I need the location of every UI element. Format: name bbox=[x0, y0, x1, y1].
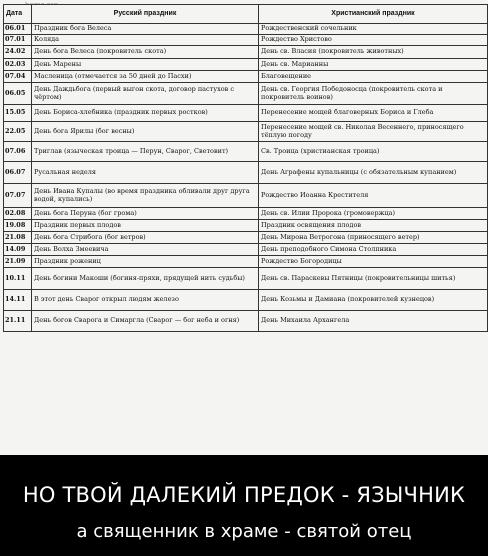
table-row bbox=[4, 71, 488, 83]
pagan-holiday-cell: День бога Стрибога (бог ветров) bbox=[32, 232, 259, 244]
holiday-comparison-table bbox=[3, 4, 488, 332]
pagan-holiday-cell: День бога Велеса (покровитель скота) bbox=[32, 46, 259, 59]
christian-holiday-cell: Рождество Богородицы bbox=[259, 256, 488, 268]
christian-holiday-cell: День св. Илии Пророка (громовержца) bbox=[259, 208, 488, 220]
caption-line-1: НО ТВОЙ ДАЛЕКИЙ ПРЕДОК - ЯЗЫЧНИК bbox=[22, 483, 466, 507]
christian-holiday-cell: День Козьмы и Дамиана (покровителей кузнецов) bbox=[259, 290, 488, 311]
christian-holiday-cell: Рождественский сочельник bbox=[259, 24, 488, 35]
christian-holiday-cell: День св. Параскевы Пятницы (покровительницы шитья) bbox=[259, 268, 488, 290]
header-pagan-holiday: Русский праздник bbox=[32, 5, 259, 24]
header-christian-holiday: Христианский праздник bbox=[259, 5, 488, 24]
table-row bbox=[4, 256, 488, 268]
table-row bbox=[4, 46, 488, 59]
pagan-holiday-cell: День Волха Змеевича bbox=[32, 244, 259, 256]
christian-holiday-cell: Благовещение bbox=[259, 71, 488, 83]
christian-holiday-cell: Св. Троица (христианская троица) bbox=[259, 142, 488, 162]
date-cell: 19.08 bbox=[4, 220, 32, 232]
pagan-holiday-cell: День Ивана Купалы (во время праздника обливали друг друга водой, купались) bbox=[32, 184, 259, 208]
christian-holiday-cell: День Михаила Архангела bbox=[259, 311, 488, 332]
date-cell: 02.08 bbox=[4, 208, 32, 220]
pagan-holiday-cell: День богов Сварога и Симаргла (Сварог — бог неба и огня) bbox=[32, 311, 259, 332]
table-row bbox=[4, 142, 488, 162]
table-row bbox=[4, 232, 488, 244]
christian-holiday-cell: День св. Георгия Победоносца (покровитель скота и покровитель воинов) bbox=[259, 83, 488, 105]
date-cell: 10.11 bbox=[4, 268, 32, 290]
table-header-row bbox=[4, 5, 488, 24]
date-cell: 15.05 bbox=[4, 105, 32, 122]
pagan-holiday-cell: День Марены bbox=[32, 59, 259, 71]
christian-holiday-cell: День св. Власия (покровитель животных) bbox=[259, 46, 488, 59]
date-cell: 06.07 bbox=[4, 162, 32, 184]
pagan-holiday-cell: Коляда bbox=[32, 35, 259, 46]
table-row bbox=[4, 290, 488, 311]
table-row bbox=[4, 244, 488, 256]
date-cell: 06.05 bbox=[4, 83, 32, 105]
christian-holiday-cell: Перенесение мощей благоверных Бориса и Глеба bbox=[259, 105, 488, 122]
table-row bbox=[4, 208, 488, 220]
pagan-holiday-cell: День Даждьбога (первый выгон скота, договор пастухов с чёртом) bbox=[32, 83, 259, 105]
pagan-holiday-cell: День богини Макоши (богиня-пряхи, прядущей нить судьбы) bbox=[32, 268, 259, 290]
pagan-holiday-cell: Праздник первых плодов bbox=[32, 220, 259, 232]
date-cell: 14.09 bbox=[4, 244, 32, 256]
christian-holiday-cell: День Аграфены купальницы (с обязательным купанием) bbox=[259, 162, 488, 184]
table-row bbox=[4, 311, 488, 332]
table-row bbox=[4, 83, 488, 105]
date-cell: 07.01 bbox=[4, 35, 32, 46]
christian-holiday-cell: Перенесение мощей св. Николая Весеннего, приносящего тёплую погоду bbox=[259, 122, 488, 142]
date-cell: 07.06 bbox=[4, 142, 32, 162]
date-cell: 21.09 bbox=[4, 256, 32, 268]
date-cell: 07.07 bbox=[4, 184, 32, 208]
caption-line-2: а священник в храме - святой отец bbox=[76, 521, 412, 542]
pagan-holiday-cell: В этот день Сварог открыл людям железо bbox=[32, 290, 259, 311]
table-row bbox=[4, 59, 488, 71]
table-row bbox=[4, 105, 488, 122]
christian-holiday-cell: День Мирона Ветрогона (приносящего ветер) bbox=[259, 232, 488, 244]
pagan-holiday-cell: Праздник рожениц bbox=[32, 256, 259, 268]
table-row bbox=[4, 184, 488, 208]
pagan-holiday-cell: Праздник бога Велеса bbox=[32, 24, 259, 35]
date-cell: 14.11 bbox=[4, 290, 32, 311]
header-date: Дата bbox=[4, 5, 32, 24]
table-row bbox=[4, 268, 488, 290]
date-cell: 21.11 bbox=[4, 311, 32, 332]
date-cell: 21.08 bbox=[4, 232, 32, 244]
table-row bbox=[4, 35, 488, 46]
date-cell: 24.02 bbox=[4, 46, 32, 59]
date-cell: 06.01 bbox=[4, 24, 32, 35]
christian-holiday-cell: Праздник освящения плодов bbox=[259, 220, 488, 232]
christian-holiday-cell: Рождество Христово bbox=[259, 35, 488, 46]
christian-holiday-cell: День преподобного Симона Столпника bbox=[259, 244, 488, 256]
christian-holiday-cell: Рождество Иоанна Крестителя bbox=[259, 184, 488, 208]
table-row bbox=[4, 162, 488, 184]
table-row bbox=[4, 24, 488, 35]
pagan-holiday-cell: Русальная неделя bbox=[32, 162, 259, 184]
table-row bbox=[4, 220, 488, 232]
christian-holiday-cell: День св. Марианны bbox=[259, 59, 488, 71]
date-cell: 07.04 bbox=[4, 71, 32, 83]
date-cell: 22.05 bbox=[4, 122, 32, 142]
pagan-holiday-cell: День бога Ярилы (бог весны) bbox=[32, 122, 259, 142]
pagan-holiday-cell: День бога Перуна (бог грома) bbox=[32, 208, 259, 220]
pagan-holiday-cell: Триглав (языческая троица — Перун, Сварог, Световит) bbox=[32, 142, 259, 162]
date-cell: 02.03 bbox=[4, 59, 32, 71]
table-row bbox=[4, 122, 488, 142]
pagan-holiday-cell: День Бориса-хлебника (праздник первых ростков) bbox=[32, 105, 259, 122]
pagan-holiday-cell: Масленица (отмечается за 50 дней до Пасхи) bbox=[32, 71, 259, 83]
